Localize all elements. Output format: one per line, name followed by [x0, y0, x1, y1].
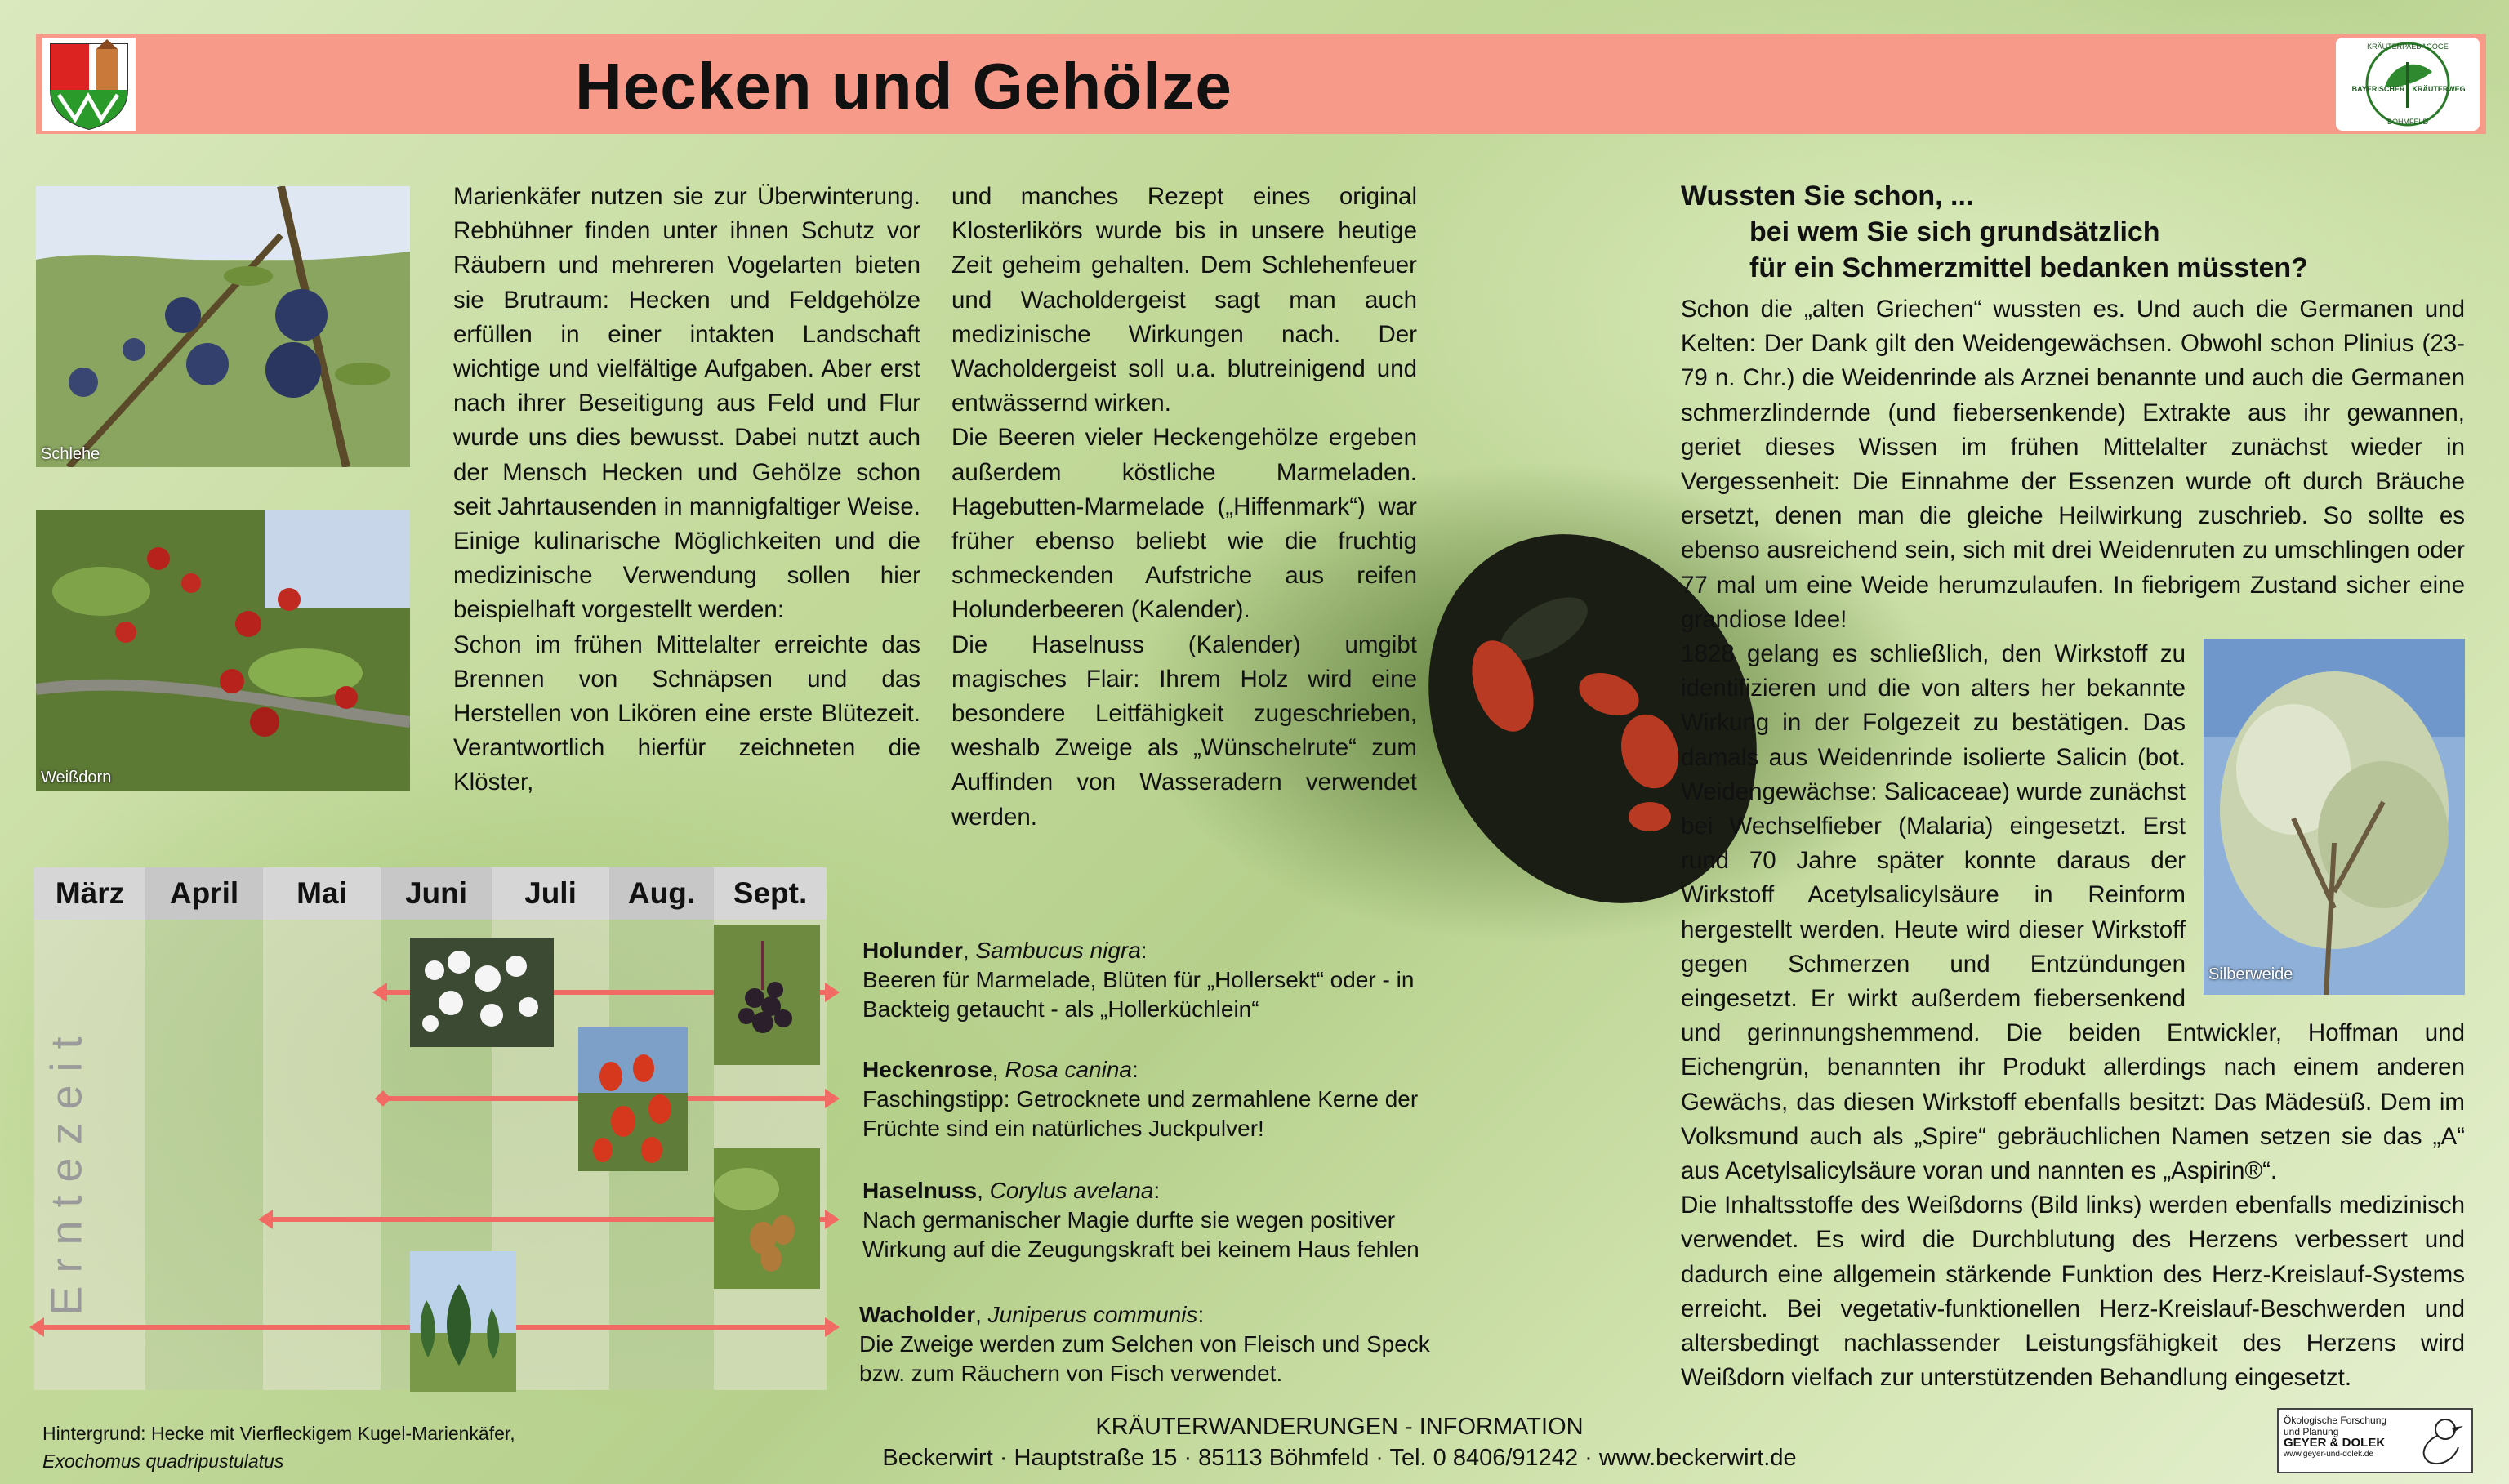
plant-description: Faschingstipp: Getrocknete und zermahlene Kerne der Früchte sind ein natürliches Juckpulver! — [862, 1086, 1419, 1141]
juniper-thumbnail — [410, 1251, 516, 1392]
month-header-august: Aug. — [609, 867, 714, 920]
intro-column-2 — [951, 180, 1417, 835]
logo-text-right: KRÄUTERWEG — [2412, 85, 2466, 93]
plant-title: Haselnuss, Corylus avelana: — [862, 1178, 1161, 1203]
silver-willow-image — [2204, 639, 2465, 995]
month-column — [145, 920, 263, 1390]
heading-line: Wussten Sie schon, ... — [1681, 180, 1974, 212]
partner-logo-url: www.geyer-und-dolek.de — [2284, 1450, 2374, 1459]
elderflower-thumbnail — [410, 938, 554, 1047]
heading-line: bei wem Sie sich grundsätzlich — [1749, 216, 2160, 247]
plant-latin-name: Juniperus communis — [987, 1302, 1198, 1327]
rosehip-thumbnail — [578, 1027, 688, 1171]
plant-name: Holunder — [862, 938, 963, 963]
plant-title: Wacholder, Juniperus communis: — [859, 1302, 1205, 1327]
harvest-calendar — [34, 867, 827, 1390]
herb-trail-logo — [2336, 38, 2480, 131]
hazelnut-thumbnail — [714, 1148, 820, 1289]
did-you-know-box — [1681, 178, 2465, 1396]
background-note — [42, 1419, 515, 1475]
partner-logo-line: Ökologische Forschung — [2284, 1415, 2387, 1426]
header-banner — [36, 34, 2486, 134]
month-header-may: Mai — [263, 867, 381, 920]
partner-logo — [2277, 1408, 2473, 1473]
photo-silberweide — [2204, 639, 2465, 995]
plant-latin-name: Rosa canina — [1005, 1057, 1132, 1082]
paragraph: Schon im frühen Mittelalter erreichte das Brennen von Schnäpsen und das Herstellen von Likören eine erste Blütezeit. Verantwortlich hierfür zeichneten die Klöster, — [453, 631, 920, 796]
paragraph: Die Haselnuss (Kalender) umgibt magisches Flair: Ihrem Holz wird eine besondere Leitfähigkeit zugeschrieben, weshalb Zweige als „Wünschelrute“ zum Auffinden von Wasseradern verwendet werden. — [951, 631, 1417, 831]
plant-title: Holunder, Sambucus nigra: — [862, 938, 1148, 963]
hawthorn-berries-image — [36, 510, 410, 791]
plant-name: Wacholder — [859, 1302, 976, 1327]
partner-logo-text — [2284, 1415, 2386, 1460]
paragraph: und manches Rezept eines original Klosterlikörs wurde bis in unsere heutige Zeit geheim gehalten. Dem Schlehenfeuer und Wacholdergeist sagt man auch medizinische Wirkungen nach. Der Wacholdergeist soll u.a. blutreinigend und entwässernd wirken. — [951, 183, 1417, 417]
photo-caption-schlehe: Schlehe — [41, 445, 100, 463]
month-header-april: April — [145, 867, 263, 920]
paragraph: Schon die „alten Griechen“ wussten es. Und auch die Germanen und Kelten: Der Dank gilt den Weidengewächsen. Obwohl schon Plinius (23-79 n. Chr.) die Weidenrinde als Arznei benannte und auch die Germanen schmerzlindernde (und fiebersenkende) Extrakte aus ihr gewannen, geriet dieses Wissen im frühen Mittelalter zunächst wieder in Vergessenheit: Die Einnahme der Essenzen wurde oft durch Bräuche ersetzt, denen man die gleiche Heilwirkung zuschrieb. So sollte es ebenso ausreichend sein, sich mit drei Weidenruten zu umschlingen oder 77 mal um eine Weide herumzulaufen. In fiebrigem Zustand sicher eine grandiose Idee! — [1681, 296, 2465, 633]
sloe-berries-image — [36, 186, 410, 467]
background-note-line: Hintergrund: Hecke mit Vierfleckigem Kugel-Marienkäfer, — [42, 1423, 515, 1444]
month-header-march: März — [34, 867, 145, 920]
photo-schlehe — [36, 186, 410, 467]
plant-entry-holunder — [862, 936, 1451, 1024]
elderberries-thumbnail — [714, 925, 820, 1065]
partner-logo-line: und Planung — [2284, 1426, 2339, 1437]
erntezeit-vertical-label — [41, 965, 98, 1374]
plant-latin-name: Corylus avelana — [989, 1178, 1154, 1203]
herb-trail-logo-icon — [2336, 38, 2480, 131]
footer-contact — [817, 1411, 1862, 1473]
photo-caption-weissdorn: Weißdorn — [41, 769, 112, 787]
paragraph: Die Beeren vieler Heckengehölze ergeben außerdem köstliche Marmeladen. Hagebutten-Marmelade („Hiffenmark“) war früher ebenso beliebt wie die fruchtig schmeckenden Aufstriche aus reifen Holunderbeeren (Kalender). — [951, 424, 1417, 624]
paragraph: 1828 gelang es schließlich, den Wirkstoff zu identifizieren und die von alters her bekannte Wirkung in der Folgezeit zu bestätigen. Das damals aus Weidenrinde isolierte Salicin (bot. Weidengewächse: Salicaceae) wurde zunächst bei Wechselfieber (Malaria) eingesetzt. Erst rund 70 Jahre später konnte daraus der Wirkstoff Acetylsalicylsäure in Reinform hergestellt werden. Heute wird dieser Wirkstoff gegen Schmerzen und Entzündungen eingesetzt. Er wirkt außerdem fiebersenkend und gerinnungshemmend. Die beiden Entwickler, Hoffman und Eichengrün, benannten ihr Produkt allerdings nach einem anderen Gewächs, das diesen Wirkstoff ebenfalls besitzt: Das Mädesüß. Dem im Volksmund auch als „Spire“ gebräuchlichen Namen setzen sie das „A“ aus Acetylsalicylsäure voran und nannten es „Aspirin®“. — [1681, 640, 2465, 1185]
logo-text-left: BAYERISCHER — [2351, 85, 2405, 93]
plant-description: Nach germanischer Magie durfte sie wegen positiver Wirkung auf die Zeugungskraft bei keinem Haus fehlen — [862, 1207, 1419, 1262]
plant-name: Haselnuss — [862, 1178, 978, 1203]
month-header-july: Juli — [492, 867, 609, 920]
plant-entry-haselnuss — [862, 1176, 1483, 1264]
page-title: Hecken und Gehölze — [575, 50, 1232, 123]
paragraph: Marienkäfer nutzen sie zur Überwinterung. Rebhühner finden unter ihnen Schutz vor Räubern und mehreren Vogelarten bieten sie Brutraum: Hecken und Feldgehölze erfüllen in einer intakten Landschaft wichtige und vielfältige Aufgaben. Aber erst nach ihrer Beseitigung aus Feld und Flur wurde uns dies bewusst. Dabei nutzt auch der Mensch Hecken und Gehölze schon seit Jahrtausenden in mannigfaltiger Weise. Einige kulinarische Möglichkeiten und die medizinische Verwendung sollen hier beispielhaft vorgestellt werden: — [453, 183, 920, 624]
intro-column-1 — [453, 180, 920, 800]
month-header-september: Sept. — [714, 867, 827, 920]
plant-description: Die Zweige werden zum Selchen von Fleisch und Speck bzw. zum Räuchern von Fisch verwendet. — [859, 1331, 1430, 1386]
erntezeit-text: Erntezeit — [42, 1023, 91, 1316]
did-you-know-body — [1681, 292, 2465, 1396]
photo-weissdorn — [36, 510, 410, 791]
background-note-latin: Exochomus quadripustulatus — [42, 1451, 284, 1472]
plant-name: Heckenrose — [862, 1057, 992, 1082]
logo-text-top: KRÄUTERPAEDAGOGE — [2367, 42, 2449, 51]
footer-heading: KRÄUTERWANDERUNGEN - INFORMATION — [1095, 1414, 1584, 1440]
heading-line: für ein Schmerzmittel bedanken müssten? — [1749, 252, 2308, 283]
month-column — [263, 920, 381, 1390]
did-you-know-heading — [1681, 178, 2465, 286]
plant-title: Heckenrose, Rosa canina: — [862, 1057, 1139, 1082]
municipal-coat-of-arms-icon — [42, 38, 136, 131]
plant-description: Beeren für Marmelade, Blüten für „Hollersekt“ oder - in Backteig getaucht - als „Hollerküchlein“ — [862, 967, 1415, 1022]
footer-address: Beckerwirt · Hauptstraße 15 · 85113 Böhmfeld · Tel. 0 8406/91242 · www.beckerwirt.de — [882, 1445, 1797, 1471]
logo-text-bottom: BÖHMFELD — [2386, 118, 2429, 126]
plant-entry-wacholder — [859, 1300, 1431, 1388]
bird-sketch-icon — [2413, 1415, 2467, 1467]
partner-logo-name: GEYER & DOLEK — [2284, 1436, 2386, 1450]
photo-caption-silberweide: Silberweide — [2208, 965, 2293, 983]
plant-entry-heckenrose — [862, 1055, 1451, 1143]
month-header-june: Juni — [381, 867, 492, 920]
paragraph: Die Inhaltsstoffe des Weißdorns (Bild links) werden ebenfalls medizinisch verwendet. Es wird die Durchblutung des Herzens verbessert und dadurch eine allgemein stärkende Funktion des Herz-Kreislauf-Systems erreicht. Bei vegetativ-funktionellen Herz-Kreislauf-Beschwerden und altersbedingt nachlassender Leistungsfähigkeit des Herzens wird Weißdorn vielfach zur unterstützenden Behandlung eingesetzt. — [1681, 1192, 2465, 1392]
plant-latin-name: Sambucus nigra — [975, 938, 1141, 963]
